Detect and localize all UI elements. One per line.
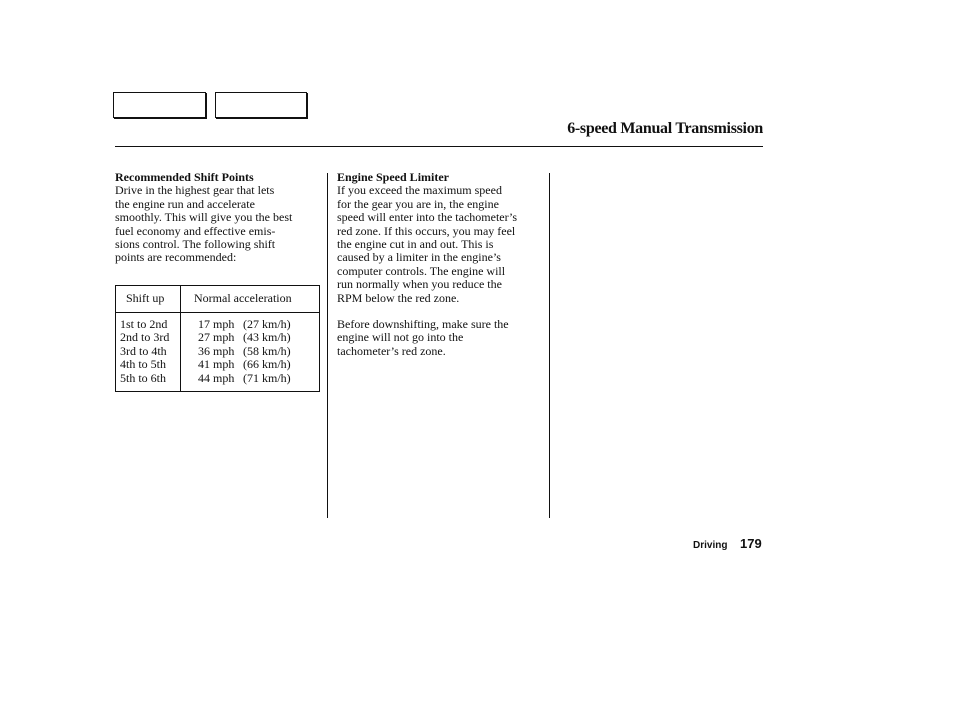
body-text-line: speed will enter into the tachometer’s [337,210,518,225]
body-text-line: caused by a limiter in the engine’s [337,250,501,265]
body-text-line: points are recommended: [115,250,237,265]
table-divider [180,286,181,391]
body-text-line: If you exceed the maximum speed [337,183,502,198]
table-header-normal-acceleration: Normal acceleration [194,291,292,305]
nav-button-next[interactable] [215,92,307,118]
table-cell: 3rd to 4th [120,343,167,358]
column-divider [549,173,550,518]
shift-points-table [115,285,320,392]
body-text-line: the engine cut in and out. This is [337,237,494,252]
footer-section-label: Driving [693,540,728,551]
engine-speed-limiter-section [337,171,547,358]
body-text-line: sions control. The following shift [115,237,276,252]
page-title: 6-speed Manual Transmission [567,120,763,137]
recommended-shift-points-section [115,171,320,265]
table-cell: (43 km/h) [243,330,291,345]
body-text-line: for the gear you are in, the engine [337,196,499,211]
table-cell: 1st to 2nd [120,317,168,331]
table-cell: 17 mph [198,317,235,331]
body-text-line: tachometer’s red zone. [337,343,446,358]
table-cell: (66 km/h) [243,357,291,372]
nav-button-previous[interactable] [113,92,206,118]
body-text-line: the engine run and accelerate [115,196,255,211]
table-column-kmh [243,318,291,385]
body-text-line: engine will not go into the [337,330,464,345]
body-text-line: RPM below the red zone. [337,290,460,305]
body-text-line: Drive in the highest gear that lets [115,183,275,198]
body-text-line: Before downshifting, make sure the [337,317,509,332]
title-rule [115,146,763,147]
body-text-line: smoothly. This will give you the best [115,210,293,225]
table-cell: (71 km/h) [243,370,291,385]
section-heading: Recommended Shift Points [115,170,254,184]
table-cell: (27 km/h) [243,317,291,331]
column-divider [327,173,328,518]
body-text-line: computer controls. The engine will [337,263,506,278]
body-text-line: fuel economy and effective emis- [115,223,276,238]
table-column-mph [198,318,234,385]
table-cell: 2nd to 3rd [120,330,170,345]
table-cell: 36 mph [198,343,235,358]
table-cell: 44 mph [198,370,235,385]
table-cell: 5th to 6th [120,370,167,385]
body-text-line: red zone. If this occurs, you may feel [337,223,516,238]
table-cell: (58 km/h) [243,343,291,358]
table-header-shift-up: Shift up [126,291,165,305]
table-cell: 27 mph [198,330,235,345]
table-column-shift [120,318,169,385]
body-text-line: run normally when you reduce the [337,277,502,292]
section-heading: Engine Speed Limiter [337,170,450,184]
table-divider [116,312,319,313]
table-cell: 41 mph [198,357,235,372]
table-cell: 4th to 5th [120,357,167,372]
page-number: 179 [740,536,762,551]
